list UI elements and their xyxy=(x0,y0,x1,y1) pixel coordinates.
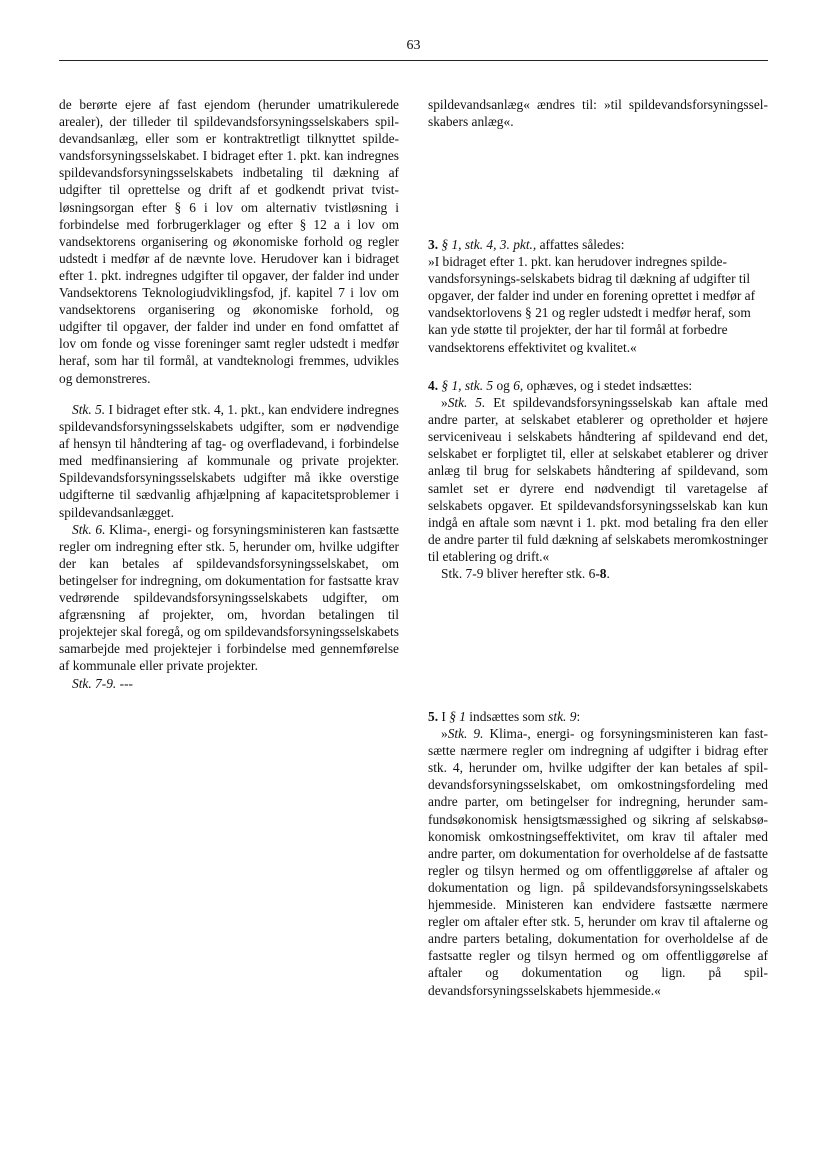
section-4-renumber-a: Stk. 7-9 bliver herefter stk. 6 xyxy=(441,566,596,582)
stk5-text: I bidraget efter stk. 4, 1. pkt., kan endvidere indregnes spildevandsforsyningsselskabets udgifter, som er nødvendige af hensyn til håndtering af tag- og overfladevand, i forbindelse med medfinansiering af kommunale og private projekter. Spildevandsforsyningsselskabets udgifter må ikke overstige udgifterne til sædvanlig afhjælpning af kapacitetsproblemer i spildevandsanlægget. xyxy=(59,402,399,520)
section-4-body-text: Et spildevandsforsyningsselskab kan aftale med andre parter, at selskabet etablerer og opretholder et højere serviceniveau i selskabets håndtering af spildevand end det, selskabet er forpligtet til, eller at selskabet etablerer og driver anlæg til brug for selskabets håndtering af spildevand, som samlet set er dyrere end nødvendigt til varetagelse af selskabets opgaver. Et spildevandsforsyningsselskab kan kun indgå en aftale som nævnt i 1. pkt. mod betaling fra den eller de andre parter til fuld dækning af selskabets meromkostninger til etablering og drift.« xyxy=(428,395,768,564)
header-rule xyxy=(59,60,768,61)
section-4-stk5-lead: Stk. 5. xyxy=(447,395,486,411)
section-5-reference-2: stk. 9 xyxy=(548,709,577,724)
section-3-heading-text: affattes således: xyxy=(536,237,625,252)
page-number: 63 xyxy=(406,38,421,53)
section-4-heading xyxy=(428,377,768,394)
section-5-body-text: Klima-, energi- og forsyningsministeren kan fastsætte nærmere regler om indregning af udgifter i bidrag efter stk. 4, herunder om, hvilke udgifter der kan betales af spildevandsforsyningsselskabet, om omkostningsfordeling med andre parter, om betingelser for indregning, herunder samfundsøkonomisk hensigtsmæssighed og sikring af selskabsøkonomisk omkostningseffektivitet, om krav til aftaler med andre parter, om dokumentation for overholdelse af de fastsatte regler og tilsyn hermed og om offentliggørelse af aftaler og dokumentation og lign. på spildevandsforsyningsselskabets hjemmeside. Ministeren kan endvidere fastsætte nærmere regler om aftaler efter stk. 5, herunder om krav til aftalerne og andre parters betaling, dokumentation for overholdelse af de fastsatte regler og tilsyn hermed og om offentliggørelse af aftaler og dokumentation og lign. på spildevandsforsyningsselskabets hjemmeside.« xyxy=(428,726,768,998)
section-5-number: 5. xyxy=(428,709,439,724)
section-4-body xyxy=(428,394,768,565)
stk7-9-text: --- xyxy=(116,675,133,691)
section-3-number: 3. xyxy=(428,237,439,252)
section-5-quote-open: » xyxy=(441,726,448,742)
stk7-9-lead: Stk. 7-9. xyxy=(72,675,117,691)
section-5-mid: indsættes som xyxy=(465,709,549,724)
left-paragraph-stk5 xyxy=(59,401,399,521)
section-4-heading-text: , ophæves, og i stedet indsættes: xyxy=(519,378,693,393)
section-3-reference: § 1, stk. 4, 3. pkt., xyxy=(441,237,537,252)
left-column-stk5 xyxy=(59,401,399,692)
section-4-renumber xyxy=(428,565,768,582)
right-column-intro xyxy=(428,96,768,130)
section-3-heading xyxy=(428,236,768,253)
left-paragraph-1: de berørte ejere af fast ejendom (herunder umatrikulerede arealer), der tilleder til spildevandsforsyningsselskabers spildevandsanlæg, eller som er kontraktretligt tilknyttet spildevandsforsyningsselskabet. I bidraget efter 1. pkt. kan indregnes spildevandsforsyningsselskabets indbetaling til dækning af udgifter til oprettelse og drift af et godkendt privat tvistløsningsorgan efter § 6 i lov om alternativ tvistløsning i forbindelse med forbrugerklager og efter § 12 a i lov om vandsektorens organisering og økonomiske forhold og regler udstedt i medfør af de nævnte love. Herudover kan i bidraget efter 1. pkt. indregnes udgifter til opgaver, der falder ind under Vandsektorens Teknologiudviklingsfod, jf. kapitel 7 i lov om vandsektorens organisering og økonomiske forhold, og udgifter til opgaver, der falder ind under en fond omfattet af lov om fonde og visse foreninger samt regler udstedt i medfør heraf, som har til formål, at vandteknologi fremmes, udvikles og demonstreres. xyxy=(59,97,399,386)
stk5-lead: Stk. 5. xyxy=(72,402,106,417)
section-4-quote-open: » xyxy=(441,395,448,411)
section-4-renumber-c: . xyxy=(606,566,610,582)
section-5-heading xyxy=(428,708,768,725)
section-3 xyxy=(428,236,768,356)
right-paragraph-1: spildevandsanlæg« ændres til: »til spildevandsforsyningsselskabers anlæg«. xyxy=(428,97,768,130)
left-paragraph-stk7-9 xyxy=(59,675,399,692)
section-4-og: og xyxy=(493,378,514,393)
section-4-reference-2: 6 xyxy=(513,378,520,393)
section-4-reference-1: § 1, stk. 5 xyxy=(441,378,494,393)
section-5-reference-1: § 1 xyxy=(449,709,466,724)
section-4 xyxy=(428,377,768,582)
stk6-text: Klima-, energi- og forsyningsministeren kan fastsætte regler om indregning efter stk. 5, herunder om, hvilke udgifter der kan betales af spildevandsforsyningsselskabet, om betingelser for indregning, om dokumentation for fastsatte krav vedrørende spildevandsforsyningsselskabets udgifter, om afgrænsning af projekter, om, hvordan betalingen til projektejer skal foregå, og om spildevandsforsyningsselskabets samarbejde med projektejer i forbindelse med gennemførelse af kommunale eller private projekter. xyxy=(59,521,399,674)
section-5 xyxy=(428,708,768,999)
section-3-body: »I bidraget efter 1. pkt. kan herudover indregnes spildevandsforsynings-selskabets bidrag til dækning af udgifter til opgaver, der falder ind under en forening oprettet i medfør af vandsektorlovens § 21 og regler udstedt i medfør heraf, som kan yde støtte til projekter, der har til formål at forbedre vandsektorens effektivitet og kvalitet.« xyxy=(428,254,756,355)
stk6-lead: Stk. 6. xyxy=(72,521,106,537)
left-paragraph-stk6 xyxy=(59,521,399,675)
section-5-body xyxy=(428,725,768,999)
section-4-renumber-b: -8 xyxy=(595,566,607,582)
section-5-pre: I xyxy=(438,709,450,724)
section-5-stk9-lead: Stk. 9. xyxy=(447,726,484,742)
left-column xyxy=(59,96,399,387)
section-4-number: 4. xyxy=(428,378,439,393)
section-5-post: : xyxy=(576,709,581,724)
